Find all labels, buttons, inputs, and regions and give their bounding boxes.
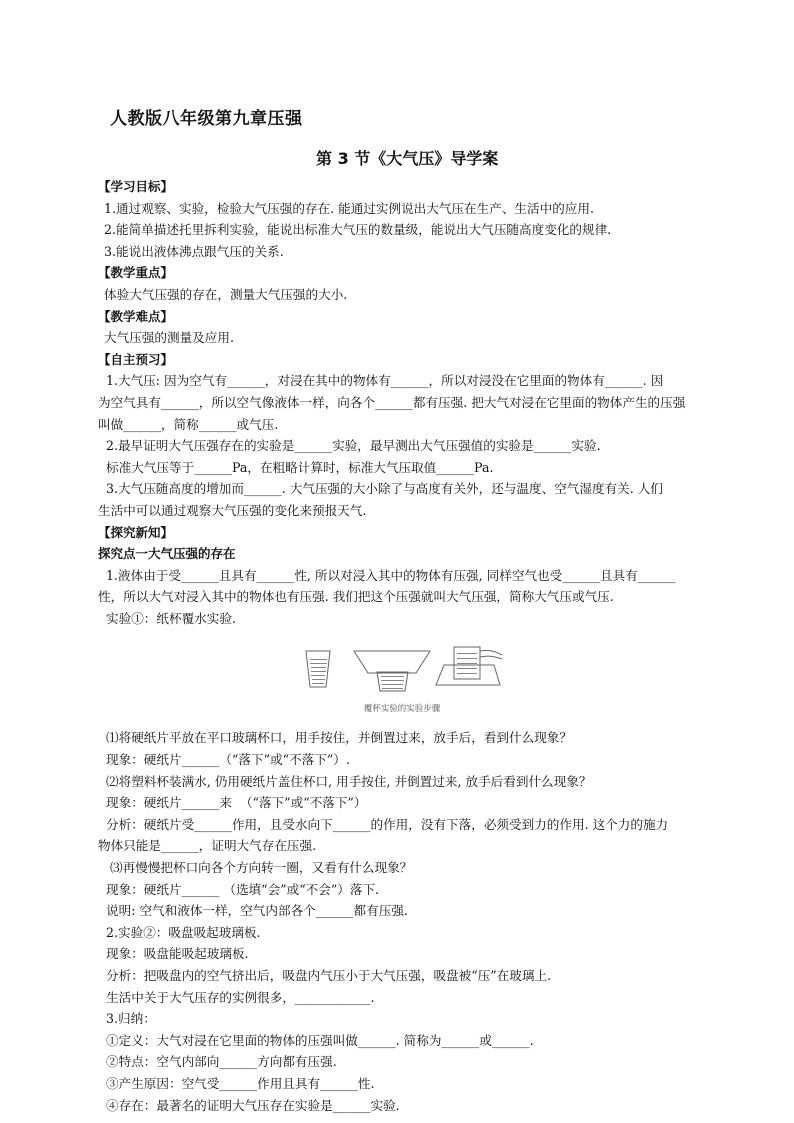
explore-line: 3.归纳： xyxy=(98,1011,156,1027)
preview-heading: 【自主预习】 xyxy=(98,351,174,367)
explore-intro-line: 1.液体由于受______且具有______性, 所以对浸入其中的物体有压强, 同样空气也受______且具有______ xyxy=(98,567,676,583)
explore-line: 物体只能是______，证明大气存在压强. xyxy=(98,838,317,854)
explore-line: 分析：把吸盘内的空气挤出后，吸盘内气压小于大气压强，吸盘被“压”在玻璃上. xyxy=(98,968,552,983)
difficulty-heading: 【教学难点】 xyxy=(98,308,174,324)
explore-line: 分析：硬纸片受______作用，且受水向下______的作用，没有下落，必须受到力的作用. 这个力的施力 xyxy=(98,816,669,832)
inverted-cup-with-card xyxy=(354,651,430,691)
preview-line: 为空气具有______，所以空气像液体一样，向各个______都有压强. 把大气对浸在它里面的物体产生的压强 xyxy=(98,394,686,410)
preview-line: 1.大气压: 因为空气有______，对浸在其中的物体有______，所以对浸没在它里面的物体有______. 因 xyxy=(98,373,664,389)
experiment-1-label: 实验①：纸杯覆水实验. xyxy=(98,610,236,626)
explore-line: ④存在：最著名的证明大气压存在实验是______实验. xyxy=(98,1097,400,1113)
explore-line: 生活中关于大气压存的实例很多，____________. xyxy=(98,989,375,1005)
explore-heading: 【探究新知】 xyxy=(98,524,174,540)
preview-line: 3.大气压随高度的增加而______. 大气压强的大小除了与高度有关外，还与温度、空气湿度有关. 人们 xyxy=(98,481,663,497)
explore-section-title: 探究点一大气压强的存在 xyxy=(98,546,236,562)
explore-line: ⑵将塑料杯装满水, 仍用硬纸片盖住杯口, 用手按住, 并倒置过来, 放手后看到什么现象？ xyxy=(98,773,592,789)
explore-line: 现象：硬纸片______（“落下”或“不落下”）. xyxy=(98,752,350,768)
explore-line: ①定义：大气对浸在它里面的物体的压强叫做______. 简称为______或______. xyxy=(98,1032,534,1048)
key-point-text: 体验大气压强的存在，测量大气压强的大小. xyxy=(104,286,348,302)
explore-line: ②特点：空气内部向______方向都有压强. xyxy=(98,1054,337,1070)
explore-line: 现象：吸盘能吸起玻璃板. xyxy=(98,946,249,962)
cup-experiment-figure xyxy=(298,641,506,717)
objectives-heading: 【学习目标】 xyxy=(98,179,174,194)
document-title: 人教版八年级第九章压强 xyxy=(110,109,303,129)
explore-line: 现象：硬纸片______ （选填“会”或“不会”）落下. xyxy=(98,881,380,897)
document-body xyxy=(98,176,728,1116)
objective-item: 1.通过观察、实验，检验大气压强的存在. 能通过实例说出大气压在生产、生活中的应用. xyxy=(104,200,594,216)
figure-caption: 覆杯实验的实验步骤 xyxy=(363,704,441,715)
hand-holding-cup xyxy=(436,647,502,685)
preview-line: 叫做______，简称______或气压. xyxy=(98,416,279,432)
explore-line: ⑴将硬纸片平放在平口玻璃杯口，用手按住，并倒置过来，放手后，看到什么现象？ xyxy=(98,730,572,746)
explore-line: 说明: 空气和液体一样，空气内部各个______都有压强. xyxy=(98,903,408,919)
difficulty-text: 大气压强的测量及应用. xyxy=(104,330,234,346)
document-subtitle: 第 3 节《大气压》导学案 xyxy=(316,149,499,168)
explore-line: ⑶再慢慢把杯口向各个方向转一圈，又看有什么现象？ xyxy=(98,860,413,876)
preview-line: 生活中可以通过观察大气压强的变化来预报天气. xyxy=(98,502,367,518)
explore-line: 2.实验②：吸盘吸起玻璃板. xyxy=(98,924,261,940)
explore-line: ③产生原因：空气受______作用且具有______性. xyxy=(98,1075,375,1091)
preview-line: 2.最早证明大气压强存在的实验是______实验，最早测出大气压强值的实验是______实验. xyxy=(98,438,601,454)
preview-line: 标准大气压等于______Pa，在粗略计算时，标准大气压取值______Pa. xyxy=(98,459,494,475)
key-point-heading: 【教学重点】 xyxy=(98,265,174,281)
explore-intro-line: 性，所以大气对浸入其中的物体也有压强. 我们把这个压强就叫大气压强，简称大气压或气压. xyxy=(98,589,614,605)
explore-line: 现象：硬纸片______来 （“落下”或“不落下”） xyxy=(98,795,367,811)
objective-item: 3.能说出液体沸点跟气压的关系. xyxy=(104,243,284,259)
cup-with-water xyxy=(306,651,330,687)
objective-item: 2.能简单描述托里拆利实验，能说出标准大气压的数量级，能说出大气压随高度变化的规律. xyxy=(104,222,612,238)
